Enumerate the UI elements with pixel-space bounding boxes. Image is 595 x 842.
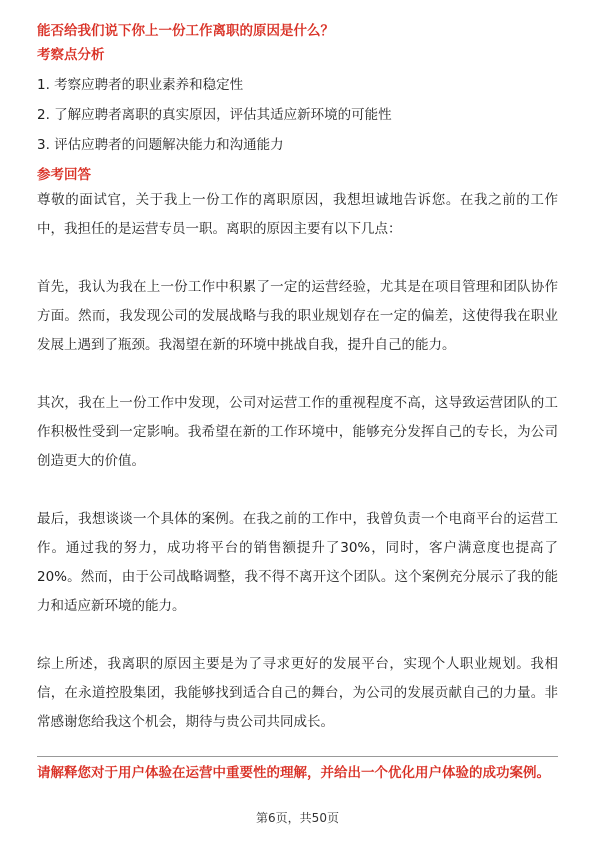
analysis-point: 2. 了解应聘者离职的真实原因，评估其适应新环境的可能性 — [37, 107, 392, 123]
next-question-title: 请解释您对于用户体验在运营中重要性的理解，并给出一个优化用户体验的成功案例。 — [37, 765, 550, 781]
page-footer: 第6页，共50页 — [256, 811, 339, 825]
analysis-point: 3. 评估应聘者的问题解决能力和沟通能力 — [37, 137, 284, 153]
answer-paragraph: 其次，我在上一份工作中发现，公司对运营工作的重视程度不高，这导致运营团队的工作积极性受到一定影响。我希望在新的工作环境中，能够充分发挥自己的专长，为公司创造更大的价值。 — [37, 395, 558, 469]
reference-answer — [37, 186, 558, 737]
answer-paragraph: 首先，我认为我在上一份工作中积累了一定的运营经验，尤其是在项目管理和团队协作方面。然而，我发现公司的发展战略与我的职业规划存在一定的偏差，这使得我在职业发展上遇到了瓶颈。我渴望在新的环境中挑战自我，提升自己的能力。 — [37, 279, 558, 353]
answer-paragraph: 尊敬的面试官，关于我上一份工作的离职原因，我想坦诚地告诉您。在我之前的工作中，我担任的是运营专员一职。离职的原因主要有以下几点： — [37, 192, 558, 237]
section-divider — [37, 756, 558, 757]
answer-paragraph: 最后，我想谈谈一个具体的案例。在我之前的工作中，我曾负责一个电商平台的运营工作。通过我的努力，成功将平台的销售额提升了30%，同时，客户满意度也提高了20%。然而，由于公司战略调整，我不得不离开这个团队。这个案例充分展示了我的能力和适应新环境的能力。 — [37, 511, 558, 614]
analysis-points — [37, 70, 558, 160]
answer-paragraph: 综上所述，我离职的原因主要是为了寻求更好的发展平台，实现个人职业规划。我相信，在永道控股集团，我能够找到适合自己的舞台，为公司的发展贡献自己的力量。非常感谢您给我这个机会，期待与贵公司共同成长。 — [37, 656, 558, 730]
reference-heading: 参考回答 — [37, 167, 91, 183]
page-content — [37, 20, 558, 737]
analysis-heading: 考察点分析 — [37, 47, 105, 63]
question-title: 能否给我们说下你上一份工作离职的原因是什么？ — [37, 23, 334, 39]
analysis-point: 1. 考察应聘者的职业素养和稳定性 — [37, 77, 244, 93]
